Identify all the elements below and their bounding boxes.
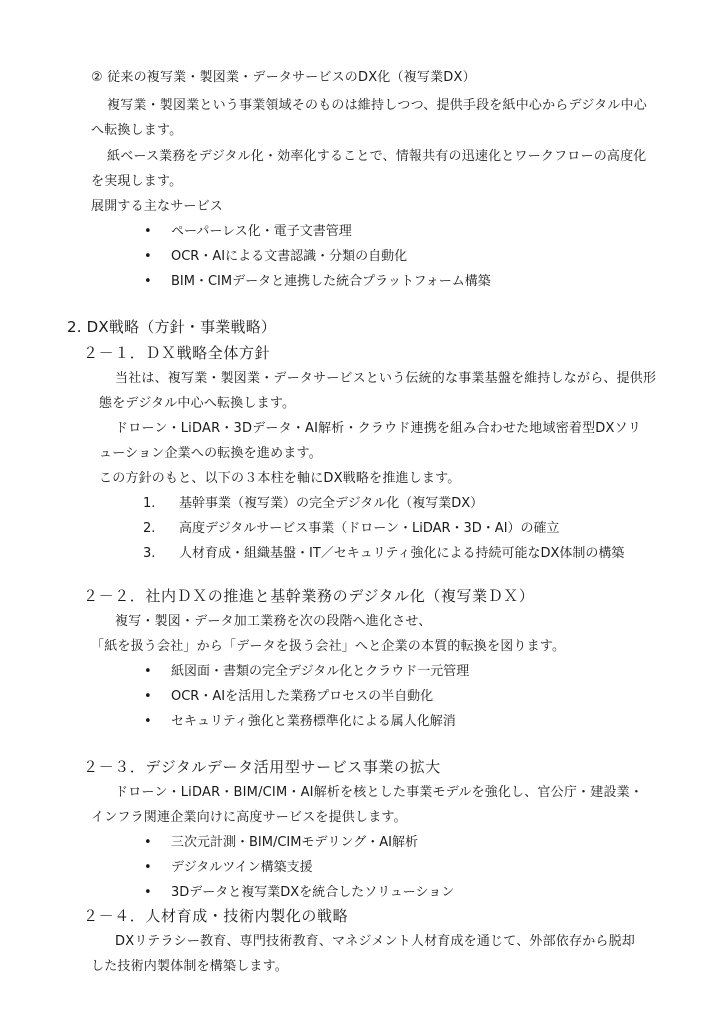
bullet-icon: •	[144, 885, 152, 900]
paragraph-line: 態をデジタル中心へ転換します。	[99, 396, 296, 411]
list-item: • OCR・AIを活用した業務プロセスの半自動化	[144, 689, 434, 704]
bullet-icon: •	[144, 249, 152, 264]
list-item: • 紙図面・書類の完全デジタル化とクラウド一元管理	[144, 664, 470, 679]
numbered-item: 3. 人材育成・組織基盤・IT／セキュリティ強化による持続可能なDX体制の構築	[143, 546, 625, 561]
paragraph-line: ドローン・LiDAR・3Dデータ・AI解析・クラウド連携を組み合わせた地域密着型DXソリ	[115, 421, 642, 436]
paragraph-line: DXリテラシー教育、専門技術教育、マネジメント人材育成を通じて、外部依存から脱却	[115, 934, 636, 949]
bullet-icon: •	[144, 224, 152, 239]
paragraph-line: 「紙を扱う会社」から「データを扱う会社」へと企業の本質的転換を図ります。	[91, 639, 566, 654]
section-title-2-2: ２－２．社内ＤＸの推進と基幹業務のデジタル化（複写業ＤＸ）	[83, 587, 535, 605]
section-heading-copy-dx: ② 従来の複写業・製図業・データサービスのDX化（複写業DX）	[91, 70, 476, 85]
services-label: 展開する主なサービス	[91, 199, 224, 214]
paragraph-line: ドローン・LiDAR・BIM/CIM・AI解析を核とした事業モデルを強化し、官公庁・建設業・	[115, 785, 644, 800]
bullet-icon: •	[144, 860, 152, 875]
numbered-item: 1. 基幹事業（複写業）の完全デジタル化（複写業DX）	[143, 496, 484, 511]
bullet-icon: •	[144, 714, 152, 729]
paragraph-line: 複写業・製図業という事業領域そのものは維持しつつ、提供手段を紙中心からデジタル中心	[107, 98, 647, 113]
bullet-icon: •	[144, 274, 152, 289]
paragraph-line: 当社は、複写業・製図業・データサービスという伝統的な事業基盤を維持しながら、提供形	[115, 371, 657, 386]
bullet-icon: •	[144, 664, 152, 679]
paragraph-line: へ転換します。	[91, 123, 183, 138]
paragraph-line: ューション企業への転換を進めます。	[99, 446, 322, 461]
list-item: • OCR・AIによる文書認識・分類の自動化	[144, 249, 408, 264]
list-item: • セキュリティ強化と業務標準化による属人化解消	[144, 714, 456, 729]
section-title-2-1: ２－１．ＤＸ戦略全体方針	[83, 344, 271, 362]
bullet-icon: •	[144, 835, 152, 850]
paragraph-line: 複写・製図・データ加工業務を次の段階へ進化させ、	[115, 614, 432, 629]
paragraph-line: した技術内製体制を構築します。	[91, 959, 288, 974]
chapter-title: 2. DX戦略（方針・事業戦略）	[67, 318, 277, 336]
paragraph-line: を実現します。	[91, 174, 183, 189]
list-item: • BIM・CIMデータと連携した統合プラットフォーム構築	[144, 274, 491, 289]
list-item: • 三次元計測・BIM/CIMモデリング・AI解析	[144, 835, 418, 850]
list-item: • ペーパーレス化・電子文書管理	[144, 224, 352, 239]
paragraph-line: 紙ベース業務をデジタル化・効率化することで、情報共有の迅速化とワークフローの高度化	[107, 149, 647, 164]
paragraph-line: インフラ関連企業向けに高度サービスを提供します。	[91, 810, 407, 825]
section-title-2-4: ２－４．人材育成・技術内製化の戦略	[83, 907, 349, 925]
list-item: • デジタルツイン構築支援	[144, 860, 313, 875]
numbered-item: 2. 高度デジタルサービス事業（ドローン・LiDAR・3D・AI）の確立	[143, 521, 560, 536]
bullet-icon: •	[144, 689, 152, 704]
section-title-2-3: ２－３．デジタルデータ活用型サービス事業の拡大	[83, 758, 441, 776]
list-item: • 3Dデータと複写業DXを統合したソリューション	[144, 885, 455, 900]
paragraph-line: この方針のもと、以下の３本柱を軸にDX戦略を推進します。	[99, 471, 461, 486]
